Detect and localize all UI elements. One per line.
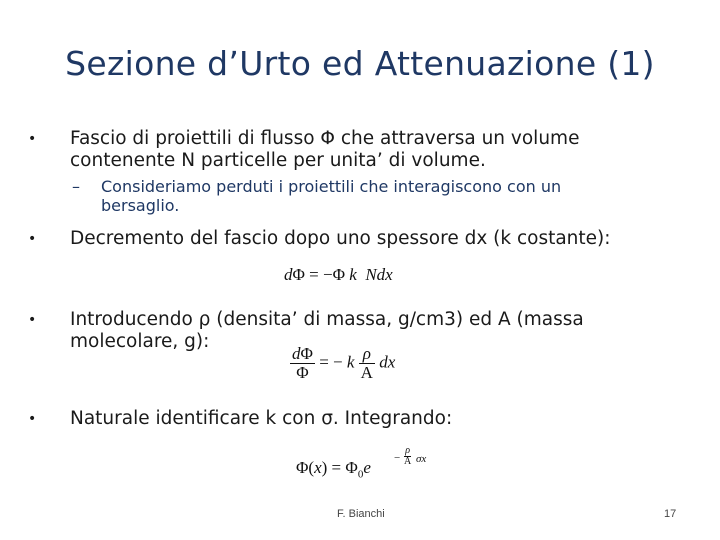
sub-bullet-line-2: bersaglio.	[101, 196, 180, 215]
bullet-2-line-1: Decremento del fascio dopo uno spessore dx (k costante):	[70, 228, 611, 249]
sub-bullet-line-1: Consideriamo perduti i proiettili che interagiscono con un	[101, 177, 562, 196]
bullet-marker: •	[28, 231, 37, 247]
bullet-marker: •	[28, 131, 37, 147]
bullet-4-line-1: Naturale identificare k con σ. Integrando:	[70, 408, 453, 429]
bullet-marker: •	[28, 411, 37, 427]
page-number: 17	[664, 508, 677, 520]
sub-bullet-marker: –	[72, 177, 80, 196]
bullet-1-line-1: Fascio di proiettili di flusso Φ che attraversa un volume	[70, 128, 580, 149]
equation-relative-decrement: $\frac{d\Phi}{\Phi}$ = − k $\frac{\rho}{A}$ dx	[292, 344, 396, 382]
slide-title: Sezione d’Urto ed Attenuazione (1)	[65, 44, 655, 83]
bullet-1-line-2: contenente N particelle per unita’ di volume.	[70, 150, 486, 171]
equation-flux-decrement: dΦ = −Φ k Ndx	[284, 265, 393, 284]
bullet-marker: •	[28, 312, 37, 328]
bullet-3-line-2: molecolare, g):	[70, 331, 210, 352]
footer-author: F. Bianchi	[337, 508, 385, 520]
bullet-3-line-1: Introducendo ρ (densita’ di massa, g/cm3) ed A (massa	[70, 309, 584, 330]
